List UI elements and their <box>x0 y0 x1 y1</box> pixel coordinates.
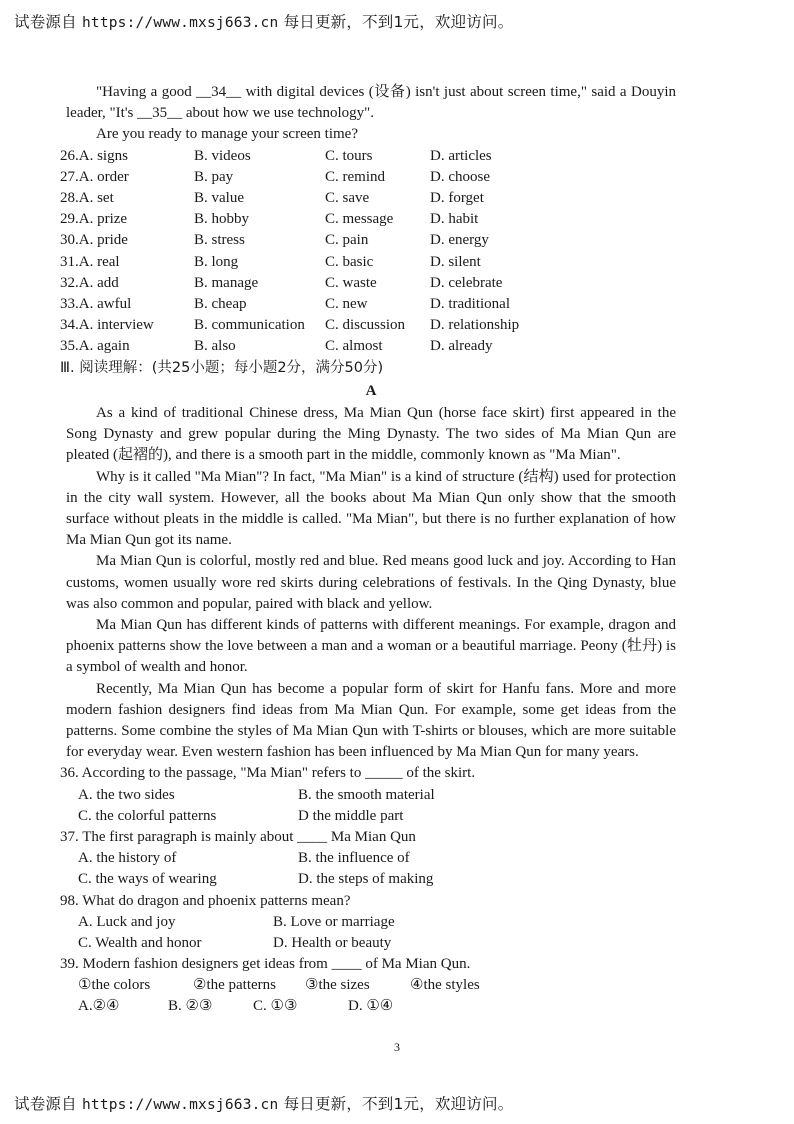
option-a: 32.A. add <box>60 274 119 291</box>
question-37: 37. The first paragraph is mainly about ____ Ma Mian Qun <box>60 828 416 845</box>
question-37-choices-row1 <box>78 848 676 869</box>
page-number: 3 <box>394 1040 400 1054</box>
option-a: 27.A. order <box>60 168 129 185</box>
choice-c: C. ①③ <box>253 998 298 1015</box>
option-b: B. videos <box>194 147 251 164</box>
option-b: B. stress <box>194 232 245 249</box>
choice-b: B. the smooth material <box>298 786 435 803</box>
passage-paragraph: Why is it called "Ma Mian"? In fact, "Ma Mian" is a kind of structure (结构) used for protection in the city wall system. However, all the books about Ma Mian Qun only show that the smooth surface without pleats in the middle is called. "Ma Mian", but there is no further explanation of how Ma Mian Qun got its name. <box>66 468 676 549</box>
question-38-choices-row1 <box>78 912 676 933</box>
footer-url[interactable]: https://www.mxsj663.cn <box>81 1097 279 1113</box>
question-38-choices-row2 <box>78 933 676 954</box>
item-3: ③the sizes <box>305 977 370 994</box>
option-d: D. articles <box>430 147 492 164</box>
option-d: D. silent <box>430 253 481 270</box>
option-row-26 <box>60 146 676 167</box>
option-b: B. manage <box>194 274 259 291</box>
header-site-label: 试卷源自 <box>14 13 77 31</box>
option-row-29 <box>60 209 676 230</box>
option-d: D. already <box>430 338 493 355</box>
page-header <box>14 10 513 32</box>
option-a: 26.A. signs <box>60 147 128 164</box>
option-b: B. communication <box>194 317 305 334</box>
passage-paragraph: Ma Mian Qun has different kinds of patterns with different meanings. For example, dragon and phoenix patterns show the love between a man and a woman or a beautiful marriage. Peony (牡丹) is a symbol of wealth and honor. <box>66 616 676 676</box>
header-slogan: 每日更新，不到1元，欢迎访问。 <box>283 13 514 31</box>
intro-question: Are you ready to manage your screen time? <box>96 126 358 143</box>
passage-paragraph: Recently, Ma Mian Qun has become a popular form of skirt for Hanfu fans. More and more modern fashion designers find ideas from Ma Mian Qun. For example, some get ideas from the patterns. Some combine the styles of Ma Mian Qun with T-shirts or blouses, which are more suitable for everyday wear. Even western fashion has been influenced by Ma Mian Qun for many years. <box>66 680 676 761</box>
option-c: C. new <box>325 295 368 312</box>
option-b: B. value <box>194 189 244 206</box>
choice-d: D the middle part <box>298 807 404 824</box>
section-title: Ⅲ. 阅读理解：(共25小题；每小题2分，满分50分) <box>60 360 384 377</box>
option-d: D. traditional <box>430 295 510 312</box>
question-38: 98. What do dragon and phoenix patterns mean? <box>60 892 351 909</box>
question-36-choices-row1 <box>78 785 676 806</box>
question-39-items <box>78 975 676 996</box>
option-d: D. relationship <box>430 317 520 334</box>
option-b: B. also <box>194 338 236 355</box>
question-36-choices-row2 <box>78 806 676 827</box>
option-a: 35.A. again <box>60 338 130 355</box>
option-a: 34.A. interview <box>60 317 154 334</box>
choice-a: A. Luck and joy <box>78 913 176 930</box>
choice-a: A. the two sides <box>78 786 175 803</box>
option-c: C. save <box>325 189 370 206</box>
page-footer <box>14 1092 513 1114</box>
choice-c: C. the ways of wearing <box>78 871 217 888</box>
choice-d: D. the steps of making <box>298 871 434 888</box>
exam-content <box>60 82 676 1018</box>
item-2: ②the patterns <box>193 977 277 994</box>
option-c: C. remind <box>325 168 385 185</box>
option-row-28 <box>60 188 676 209</box>
option-b: B. long <box>194 253 239 270</box>
option-row-30 <box>60 230 676 251</box>
option-c: C. basic <box>325 253 374 270</box>
passage-paragraph: As a kind of traditional Chinese dress, Ma Mian Qun (horse face skirt) first appeared in the Song Dynasty and grew popular during the Ming Dynasty. The two sides of Ma Mian Qun are pleated (起褶的), and there is a smooth part in the middle, commonly known as "Ma Mian". <box>66 404 676 464</box>
option-row-33 <box>60 294 676 315</box>
header-url[interactable]: https://www.mxsj663.cn <box>81 15 279 31</box>
option-row-32 <box>60 273 676 294</box>
option-d: D. choose <box>430 168 490 185</box>
item-4: ④the styles <box>410 977 480 994</box>
option-c: C. almost <box>325 338 383 355</box>
option-c: C. pain <box>325 232 369 249</box>
option-c: C. waste <box>325 274 377 291</box>
option-d: D. forget <box>430 189 484 206</box>
option-d: D. habit <box>430 211 479 228</box>
option-a: 30.A. pride <box>60 232 128 249</box>
footer-slogan: 每日更新，不到1元，欢迎访问。 <box>283 1095 514 1113</box>
intro-paragraph: "Having a good __34__ with digital devices (设备) isn't just about screen time," said a Douyin leader, "It's __35__ about how we use technology". <box>66 84 676 122</box>
option-row-34 <box>60 315 676 336</box>
item-1: ①the colors <box>78 977 151 994</box>
passage-paragraph: Ma Mian Qun is colorful, mostly red and blue. Red means good luck and joy. According to Han customs, women usually wore red skirts during celebrations of festivals. In the Qing Dynasty, blue was also common and popular, paired with black and yellow. <box>66 553 676 612</box>
choice-b: B. Love or marriage <box>273 913 395 930</box>
choice-d: D. Health or beauty <box>273 934 392 951</box>
option-row-27 <box>60 167 676 188</box>
option-d: D. celebrate <box>430 274 503 291</box>
option-a: 31.A. real <box>60 253 120 270</box>
choice-c: C. the colorful patterns <box>78 807 217 824</box>
option-c: C. tours <box>325 147 373 164</box>
question-37-choices-row2 <box>78 869 676 890</box>
question-39: 39. Modern fashion designers get ideas from ____ of Ma Mian Qun. <box>60 956 471 973</box>
option-b: B. hobby <box>194 211 250 228</box>
option-b: B. cheap <box>194 295 247 312</box>
question-39-choices <box>78 996 676 1017</box>
question-36: 36. According to the passage, "Ma Mian" refers to _____ of the skirt. <box>60 765 476 782</box>
choice-a: A.②④ <box>78 998 120 1015</box>
option-a: 33.A. awful <box>60 295 132 312</box>
option-a: 28.A. set <box>60 189 114 206</box>
option-row-31 <box>60 252 676 273</box>
cloze-options <box>60 146 676 358</box>
choice-d: D. ①④ <box>348 998 394 1015</box>
choice-a: A. the history of <box>78 850 177 867</box>
option-row-35 <box>60 336 676 357</box>
footer-site-label: 试卷源自 <box>14 1095 77 1113</box>
option-d: D. energy <box>430 232 489 249</box>
part-label: A <box>365 382 377 399</box>
option-b: B. pay <box>194 168 234 185</box>
option-c: C. message <box>325 211 394 228</box>
option-c: C. discussion <box>325 317 406 334</box>
choice-b: B. ②③ <box>168 998 213 1015</box>
option-a: 29.A. prize <box>60 211 128 228</box>
choice-c: C. Wealth and honor <box>78 934 202 951</box>
choice-b: B. the influence of <box>298 850 410 867</box>
